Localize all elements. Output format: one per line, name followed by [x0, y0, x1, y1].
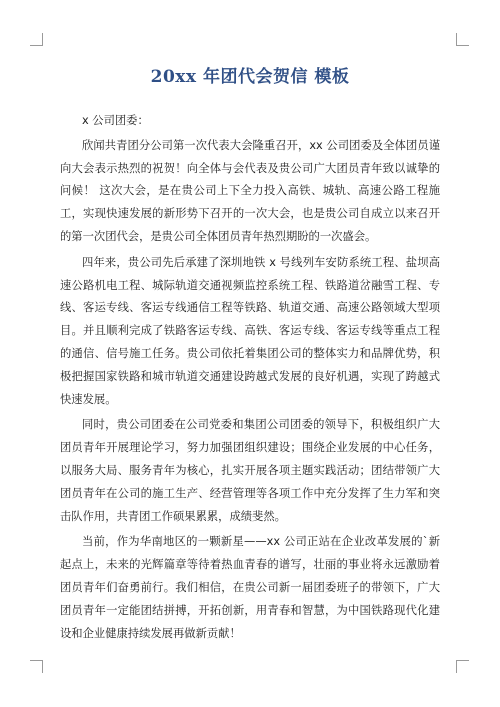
- crop-mark-bottom-left: [30, 660, 43, 673]
- paragraph-league-work: 同时，贵公司团委在公司党委和集团公司团委的领导下，积极组织广大团员青年开展理论学习，努力加强团组织建设；围绕企业发展的中心任务，以服务大局、服务青年为核心，扎实开展各项主题实践活动；团结带领广大团员青年在公司的施工生产、经营管理等各项工作中充分发挥了生力军和突击队作用，共青团工作硕果累累，成绩斐然。: [60, 418, 440, 523]
- paragraph-congratulations: 欣闻共青团分公司第一次代表大会隆重召开，xx 公司团委及全体团员谨向大会表示热烈的祝贺！向全体与会代表及贵公司广大团员青年致以诚挚的问候！ 这次大会，是在贵公司上下全力投入高铁、城轨、高速公路工程施工，实现快速发展的新形势下召开的一次大会，也是贵公司自成立以来召开的第一次团代会，是贵公司全体团员青年热烈期盼的一次盛会。: [60, 138, 440, 243]
- salutation: x 公司团委：: [82, 114, 149, 127]
- document-body: [60, 110, 440, 645]
- document-title: 20xx 年团代会贺信 模板: [150, 67, 350, 87]
- crop-mark-top-left: [30, 33, 43, 46]
- paragraph-achievements: 四年来，贵公司先后承建了深圳地铁 x 号线列车安防系统工程、盐坝高速公路机电工程、城际轨道交通视频监控系统工程、铁路道岔融雪工程、专线、客运专线、客运专线通信工程等铁路、轨道交通、高速公路领域大型项目。并且顺利完成了铁路客运专线、高铁、客运专线、客运专线等重点工程的通信、信号施工任务。贵公司依托着集团公司的整体实力和品牌优势，积极把握国家铁路和城市轨道交通建设跨越式发展的良好机遇，实现了跨越式快速发展。: [60, 255, 440, 406]
- crop-mark-bottom-right: [456, 660, 469, 673]
- paragraph-future: 当前，作为华南地区的一颗新星——xx 公司正站在企业改革发展的`新起点上，未来的光辉篇章等待着热血青春的谱写，壮丽的事业将永远激励着团员青年们奋勇前行。我们相信，在贵公司新一届团委班子的带领下，广大团员青年一定能团结拼搏，开拓创新，用青春和智慧，为中国铁路现代化建设和企业健康持续发展再做新贡献！: [60, 535, 440, 640]
- crop-mark-top-right: [456, 33, 469, 46]
